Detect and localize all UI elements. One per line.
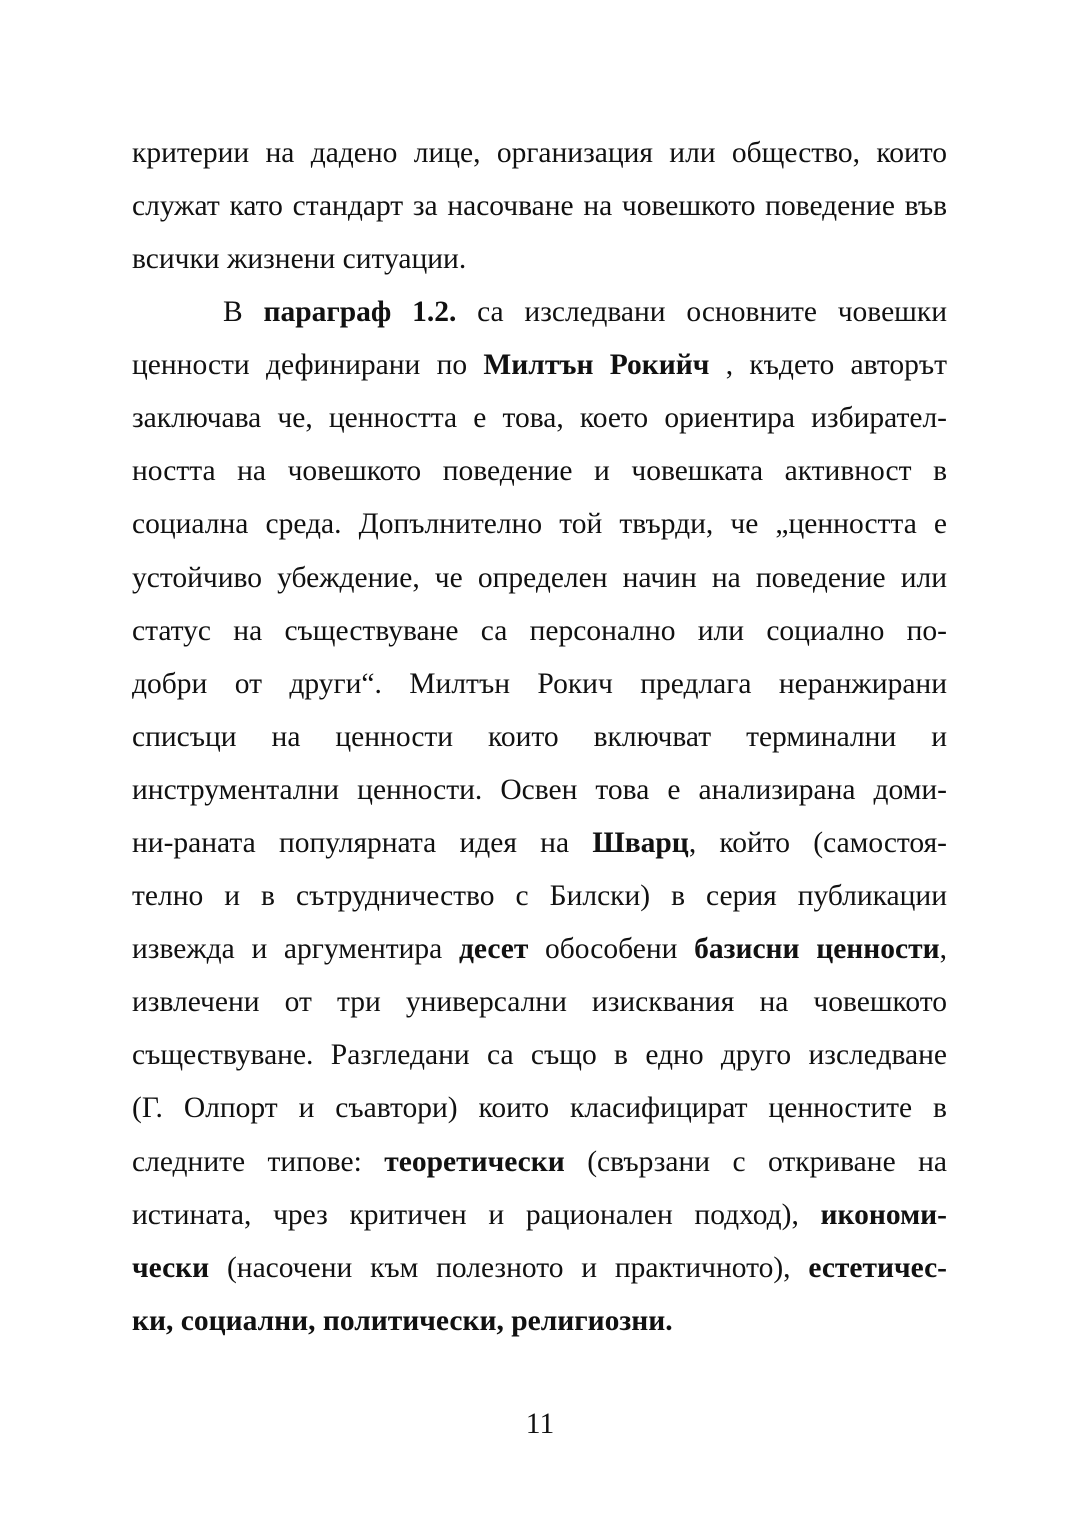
text-run: служат като стандарт за насочване на човешкото поведение във (132, 190, 947, 222)
text-run: социална среда. Допълнително той твърди, че „ценността е (132, 508, 947, 540)
bold-text-run: десет (458, 933, 529, 965)
text-run: извлечени от три универсални изисквания на човешкото (132, 986, 947, 1018)
text-run: извежда и аргументира (132, 933, 459, 965)
text-line (132, 1035, 947, 1075)
text-run: критерии на дадено лице, организация или общество, които (132, 137, 947, 169)
text-line (132, 398, 947, 438)
text-run: (насочени към полезното и практичното), (209, 1252, 809, 1284)
text-line (132, 876, 947, 916)
text-line (132, 717, 947, 757)
bold-text-run: икономи- (820, 1199, 947, 1231)
bold-text-run: базисни ценности (694, 933, 940, 965)
text-line (132, 611, 947, 651)
text-run: устойчиво убеждение, че определен начин на поведение или (132, 562, 947, 594)
bold-text-run: теоретически (384, 1146, 565, 1178)
text-line (132, 239, 947, 279)
text-line (132, 1088, 947, 1128)
text-line (132, 133, 947, 173)
text-run: ценности дефинирани по (132, 349, 484, 381)
bold-text-run: чески (132, 1252, 210, 1284)
text-run: всички жизнени ситуации. (132, 243, 467, 275)
text-line (132, 1195, 947, 1235)
text-run: ността на човешкото поведение и човешката активност в (132, 455, 947, 487)
page-number: 11 (525, 1408, 555, 1440)
text-line (132, 929, 947, 969)
text-run: В (223, 296, 264, 328)
text-run: , който (самостоя- (688, 827, 948, 859)
text-run: инструментални ценности. Освен това е анализирана доми- (132, 774, 947, 806)
text-line (223, 292, 947, 332)
text-line (132, 186, 947, 226)
text-run: статус на съществуване са персонално или социално по- (132, 615, 947, 647)
text-run: (свързани с откриване на (564, 1146, 947, 1178)
text-line (132, 451, 947, 491)
text-line (132, 345, 947, 385)
text-line (132, 664, 947, 704)
text-line (132, 1142, 947, 1182)
text-run: са изследвани основните човешки (456, 296, 947, 328)
text-line (132, 982, 947, 1022)
bold-text-run: естетичес- (808, 1252, 947, 1284)
text-run: обособени (528, 933, 695, 965)
text-run: добри от други“. Милтън Рокич предлага неранжирани (132, 668, 947, 700)
text-line (132, 504, 947, 544)
text-run: заключава че, ценността е това, което ориентира избирател- (132, 402, 947, 434)
text-run: (Г. Олпорт и съавтори) които класифицират ценностите в (132, 1092, 947, 1124)
text-line (132, 770, 947, 810)
text-line (132, 823, 947, 863)
text-run: ни-раната популярната идея на (132, 827, 593, 859)
text-run: телно и в сътрудничество с Билски) в серия публикации (132, 880, 947, 912)
text-run: следните типове: (132, 1146, 385, 1178)
bold-text-run: ки, социални, политически, религиозни. (132, 1305, 673, 1337)
bold-text-run: параграф 1.2. (263, 296, 457, 328)
text-line (132, 1301, 947, 1341)
bold-text-run: Шварц (592, 827, 689, 859)
text-run: списъци на ценности които включват терминални и (132, 721, 947, 753)
text-run: истината, чрез критичен и рационален подход), (132, 1199, 821, 1231)
text-line (132, 558, 947, 598)
bold-text-run: Милтън Рокийч (483, 349, 710, 381)
text-run: , където авторът (709, 349, 947, 381)
text-line (132, 1248, 947, 1288)
text-run: , (939, 933, 947, 965)
text-run: съществуване. Разгледани са също в едно друго изследване (132, 1039, 947, 1071)
